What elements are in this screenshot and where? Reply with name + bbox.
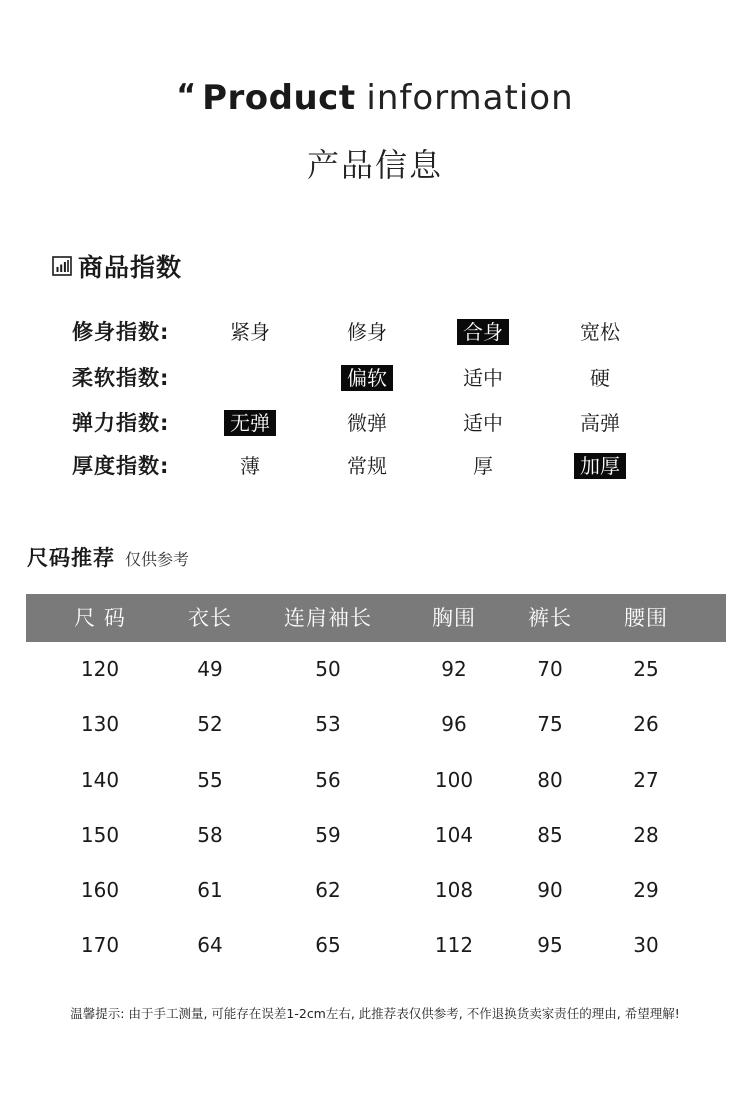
- table-cell: 58: [197, 822, 223, 847]
- index-row-label: 柔软指数:: [72, 366, 170, 390]
- index-option-text: 常规: [347, 454, 387, 478]
- table-cell: 108: [434, 878, 474, 903]
- table-cell: 26: [633, 712, 659, 737]
- index-option: [433, 406, 533, 440]
- table-cell: 140: [80, 767, 120, 792]
- table-cell: 61: [197, 878, 223, 903]
- table-cell: 104: [434, 822, 474, 847]
- table-cell: 25: [633, 657, 659, 681]
- index-option-selected: [200, 406, 300, 440]
- size-column-header: 尺 码: [74, 606, 126, 630]
- table-cell: 96: [441, 712, 467, 737]
- index-option-text: 硬: [590, 366, 610, 390]
- index-option-text: 加厚: [574, 453, 626, 479]
- size-table: [26, 594, 726, 974]
- table-cell: 70: [537, 657, 563, 681]
- size-column-header: 裤长: [528, 606, 572, 630]
- table-cell: 100: [434, 767, 474, 792]
- table-cell: 27: [633, 767, 659, 792]
- index-option: [433, 449, 533, 483]
- header-title-line: [0, 78, 750, 120]
- title-light: information: [366, 78, 574, 118]
- size-column-header: 腰围: [624, 606, 668, 630]
- table-cell: 49: [197, 657, 223, 681]
- title-bold: Product: [202, 78, 356, 118]
- table-cell: 64: [197, 933, 223, 958]
- table-cell: 55: [197, 767, 223, 792]
- table-row: [26, 697, 726, 752]
- table-cell: 56: [315, 767, 341, 792]
- index-option: [550, 406, 650, 440]
- index-row-label: 修身指数:: [72, 320, 170, 344]
- table-cell: 170: [80, 933, 120, 958]
- index-option: [200, 315, 300, 349]
- size-title: 尺码推荐: [27, 546, 115, 570]
- table-cell: 112: [434, 933, 474, 958]
- index-option-text: 宽松: [580, 320, 620, 344]
- table-cell: 85: [537, 822, 563, 847]
- table-row: [26, 863, 726, 918]
- index-option-selected: [317, 361, 417, 395]
- footnote: 温馨提示: 由于手工测量, 可能存在误差1-2cm左右, 此推荐表仅供参考, 不作退换货卖家责任的理由, 希望理解!: [70, 1006, 680, 1021]
- size-column-header: 连肩袖长: [284, 606, 372, 630]
- size-note: 仅供参考: [125, 550, 190, 569]
- table-row: [26, 808, 726, 863]
- index-section-title: [52, 248, 182, 284]
- index-option-text: 适中: [463, 366, 503, 390]
- index-row: [0, 406, 750, 440]
- size-section-title: [27, 542, 189, 572]
- index-option: [317, 449, 417, 483]
- index-option-text: 厚: [473, 454, 493, 478]
- table-row: [26, 642, 726, 697]
- index-option: [550, 315, 650, 349]
- index-row: [0, 361, 750, 395]
- table-cell: 75: [537, 712, 563, 737]
- table-cell: 130: [80, 712, 120, 737]
- index-option-text: 微弹: [347, 411, 387, 435]
- table-cell: 150: [80, 822, 120, 847]
- index-option: [550, 361, 650, 395]
- index-option-text: 适中: [463, 411, 503, 435]
- index-option-text: 高弹: [580, 411, 620, 435]
- table-cell: 160: [80, 878, 120, 903]
- index-option-text: 合身: [457, 319, 509, 345]
- index-option-text: 无弹: [224, 410, 276, 436]
- size-column-header: 胸围: [432, 606, 476, 630]
- table-cell: 62: [315, 878, 341, 903]
- table-row: [26, 918, 726, 973]
- size-table-body: [26, 642, 726, 974]
- table-cell: 80: [537, 767, 563, 792]
- index-row-label: 厚度指数:: [72, 454, 170, 478]
- table-cell: 59: [315, 822, 341, 847]
- index-option-selected: [550, 449, 650, 483]
- bar-chart-icon: [52, 256, 72, 276]
- index-option-text: 薄: [240, 454, 260, 478]
- table-cell: 30: [633, 933, 659, 958]
- index-option-text: 偏软: [341, 365, 393, 391]
- table-cell: 95: [537, 933, 563, 958]
- table-cell: 53: [315, 712, 341, 737]
- table-cell: 50: [315, 657, 341, 681]
- index-title: 商品指数: [78, 253, 183, 282]
- table-cell: 28: [633, 822, 659, 847]
- index-row-label: 弹力指数:: [72, 411, 170, 435]
- table-cell: 29: [633, 878, 659, 903]
- size-table-header: [26, 594, 726, 642]
- table-row: [26, 753, 726, 808]
- table-cell: 90: [537, 878, 563, 903]
- table-cell: 65: [315, 933, 341, 958]
- index-option: [433, 361, 533, 395]
- index-option-text: 修身: [347, 320, 387, 344]
- index-option: [317, 315, 417, 349]
- index-option-text: 紧身: [230, 320, 270, 344]
- quote-mark: “: [176, 78, 197, 113]
- product-info-header: [0, 78, 750, 120]
- table-cell: 120: [80, 657, 120, 681]
- size-column-header: 衣长: [188, 606, 232, 630]
- index-option: [200, 449, 300, 483]
- index-option-selected: [433, 315, 533, 349]
- index-row: [0, 449, 750, 483]
- page-subtitle: 产品信息: [306, 146, 443, 184]
- table-cell: 52: [197, 712, 223, 737]
- index-row: [0, 315, 750, 349]
- index-option: [317, 406, 417, 440]
- table-cell: 92: [441, 657, 467, 681]
